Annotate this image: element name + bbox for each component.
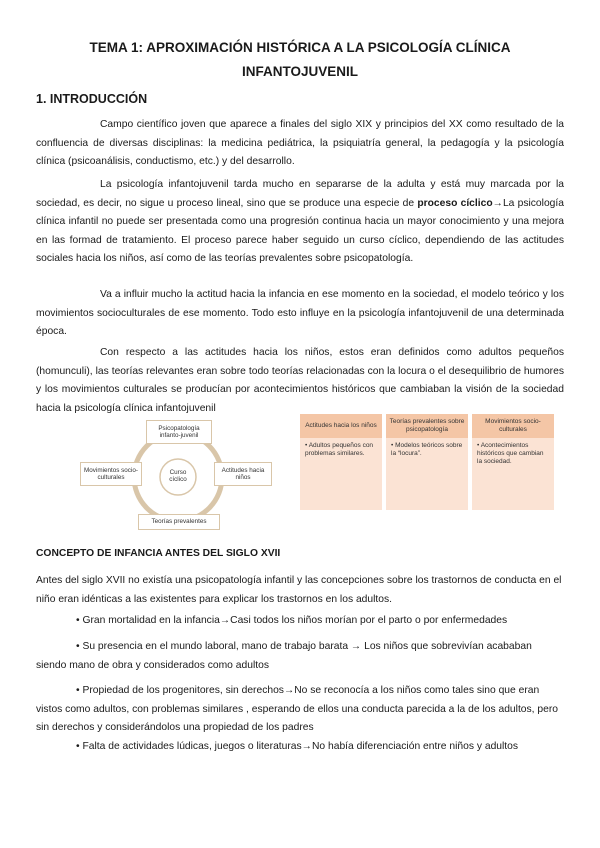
bullet-text: • Su presencia en el mundo laboral, mano de trabajo barata → Los niños que sobrevivían acababan siendo mano de obra y considerados como adultos [36, 641, 532, 671]
table-cell: • Modelos teóricos sobre la “locura”. [386, 438, 468, 510]
bullet-item [36, 682, 564, 738]
paragraph-2 [36, 176, 564, 269]
table-column-actitudes [300, 414, 382, 510]
bullet-text: • Gran mortalidad en la infancia→Casi todos los niños morían por el parto o por enfermedades [76, 615, 508, 626]
bullet-item [36, 738, 564, 757]
paragraph-4 [36, 344, 564, 418]
paragraph-4-text: Con respecto a las actitudes hacia los niños, estos eran definidos como adultos pequeños (homunculi), las teorías relevantes eran sobre todo teorías relacionadas con la locura o el desequilibrio de humores y los movimientos culturales se producían por acontecimientos históricos que cambiaban la visión de la sociedad hacia la psicología clínica infantojuvenil [36, 347, 564, 414]
document-title-line-1: TEMA 1: APROXIMACIÓN HISTÓRICA A LA PSICOLOGÍA CLÍNICA [89, 40, 511, 55]
paragraph-2-text-a: La psicología infantojuvenil tarda mucho en separarse de la adulta y está muy marcada por la sociedad, es decir, no sigue u proceso lineal, sino que se produce una especie de [36, 179, 564, 209]
paragraph-3 [36, 286, 564, 342]
cycle-node-teorias: Teorías prevalentes [138, 514, 220, 530]
cycle-diagram [78, 418, 278, 536]
paragraph-2-text-b: →La psicología clínica infantil no puede ser presentada como una progresión continua hacia un mayor conocimiento y una mejora en las formad de tratamiento. El proceso parece haber seguido un curso cíclico, dependiendo de las actitudes sociales hacia los niños, así como de las teorías prevalentes sobre psicopatología. [36, 197, 564, 265]
paragraph-1 [36, 116, 564, 172]
table-column-movimientos [472, 414, 554, 510]
table-cell: • Acontecimientos históricos que cambian la sociedad. [472, 438, 554, 510]
cycle-node-psicopatologia: Psicopatología infanto-juvenil [146, 420, 212, 444]
bullet-text: • Propiedad de los progenitores, sin derechos→No se reconocía a los niños como tales sino que eran vistos como adultos, con problemas similares , esperando de ellos una conducta parecida a la de los adultos, pero sin derechos y considerándolos una propiedad de los padres [36, 685, 559, 734]
cycle-node-movimientos: Movimientos socio-culturales [80, 462, 142, 486]
bullet-item [36, 612, 564, 631]
paragraph-3-text: Va a influir mucho la actitud hacia la infancia en ese momento en la sociedad, el modelo teórico y los movimientos socioculturales de ese momento. Todo esto influye en la psicología infantojuvenil de una determinada época. [36, 289, 564, 338]
section-heading-concepto-infancia: CONCEPTO DE INFANCIA ANTES DEL SIGLO XVII [36, 548, 281, 559]
bullet-item [36, 638, 564, 675]
table-header: Movimientos socio-culturales [472, 414, 554, 438]
table-column-teorias [386, 414, 468, 510]
table-cell: • Adultos pequeños con problemas similares. [300, 438, 382, 510]
cycle-center-label: Curso cíclico [169, 468, 187, 483]
document-title-line-2: INFANTOJUVENIL [241, 64, 358, 79]
paragraph-1-text: Campo científico joven que aparece a finales del siglo XIX y principios del XX como resultado de la confluencia de diversas disciplinas: la medicina pediátrica, la psiquiatría general, la pedagogía y la psicología clínica (psicoanálisis, conductismo, etc.) y del desarrollo. [36, 119, 564, 168]
cycle-node-actitudes: Actitudes hacia niños [214, 462, 272, 486]
bullet-text: • Falta de actividades lúdicas, juegos o literaturas→No había diferenciación entre niños y adultos [76, 741, 519, 752]
table-header: Teorías prevalentes sobre psicopatología [386, 414, 468, 438]
table-header: Actitudes hacia los niños [300, 414, 382, 438]
paragraph-5: Antes del siglo XVII no existía una psicopatología infantil y las concepciones sobre los trastornos de conducta en el niño eran idénticas a las existentes para explicar los trastornos en los adultos. [36, 575, 562, 605]
section-heading-introduccion: 1. INTRODUCCIÓN [36, 92, 148, 106]
proceso-ciclico-bold: proceso cíclico [417, 197, 493, 209]
